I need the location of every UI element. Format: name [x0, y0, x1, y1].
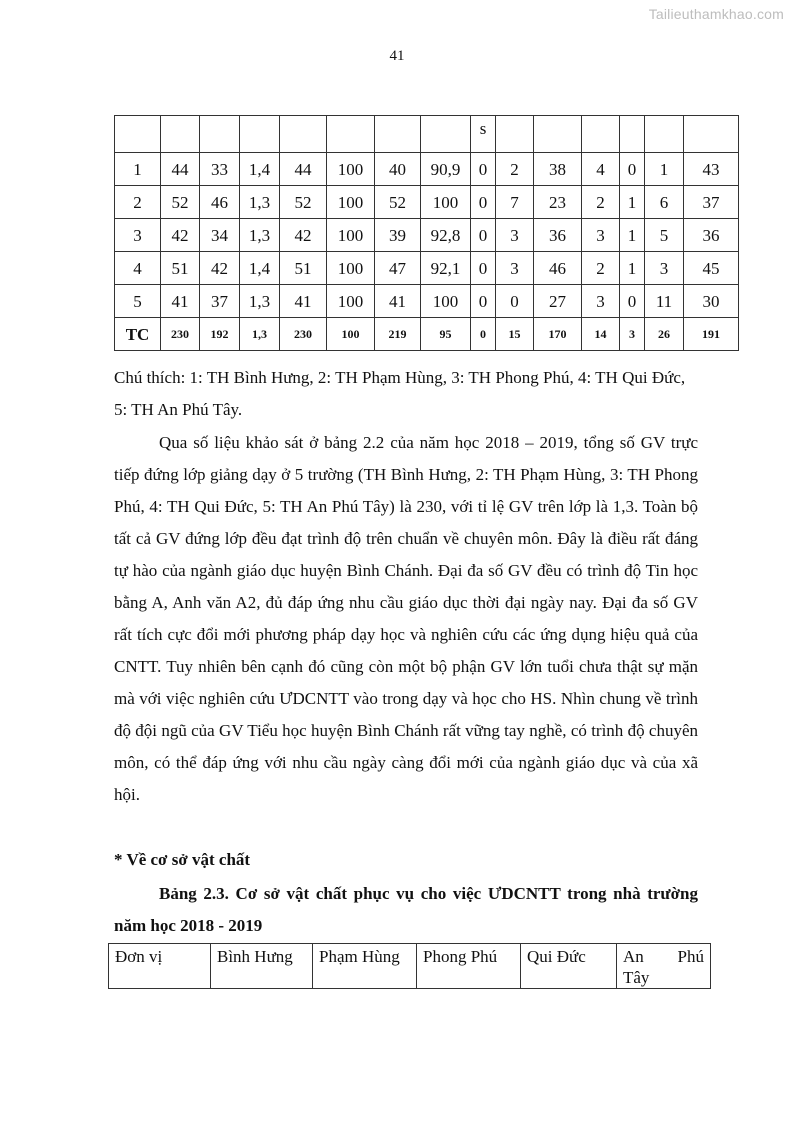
table-cell: 11: [645, 285, 684, 318]
table-cell: 3: [115, 219, 161, 252]
table-cell: 92,8: [421, 219, 471, 252]
table-cell: 170: [534, 318, 582, 351]
tay-word: Tây: [623, 968, 650, 987]
table-cell: 46: [200, 186, 240, 219]
section-heading: * Về cơ sở vật chất: [114, 850, 251, 869]
table-cell: 36: [534, 219, 582, 252]
table-cell: 3: [645, 252, 684, 285]
table-row: [115, 285, 739, 318]
table-cell: 37: [684, 186, 739, 219]
table-cell: 51: [161, 252, 200, 285]
table-cell: 0: [620, 285, 645, 318]
table-cell: 2: [582, 252, 620, 285]
table-cell: [161, 116, 200, 153]
table-cell: 230: [280, 318, 327, 351]
table-cell: s: [471, 116, 496, 153]
table-cell: 1,4: [240, 153, 280, 186]
table-cell: 41: [161, 285, 200, 318]
facility-header-phong-phu: Phong Phú: [417, 944, 521, 989]
table-cell: 100: [421, 285, 471, 318]
an-word: An: [623, 947, 644, 966]
table-cell: 40: [375, 153, 421, 186]
table-cell: 51: [280, 252, 327, 285]
table-header-row: [115, 116, 739, 153]
table-cell: 1,3: [240, 186, 280, 219]
table-cell: [534, 116, 582, 153]
table-cell: 1: [620, 252, 645, 285]
table-note: Chú thích: 1: TH Bình Hưng, 2: TH Phạm Hùng, 3: TH Phong Phú, 4: TH Qui Đức, 5: TH An Phú Tây.: [114, 368, 686, 419]
table-cell: 30: [684, 285, 739, 318]
table-cell: 1,3: [240, 219, 280, 252]
table-cell: 0: [471, 252, 496, 285]
table-cell: [240, 116, 280, 153]
table-cell: 34: [200, 219, 240, 252]
table-row: [115, 153, 739, 186]
table-cell: [684, 116, 739, 153]
table-cell: 3: [496, 219, 534, 252]
table-cell: 38: [534, 153, 582, 186]
page-number: 41: [389, 48, 405, 64]
table-cell: 15: [496, 318, 534, 351]
table-cell: 39: [375, 219, 421, 252]
table-cell: 90,9: [421, 153, 471, 186]
table-cell: 23: [534, 186, 582, 219]
facility-header-binh-hung: Bình Hưng: [211, 944, 313, 989]
table-cell: 100: [327, 318, 375, 351]
table-cell: 2: [115, 186, 161, 219]
phu-word: Phú: [677, 947, 704, 966]
facility-header-row: [109, 944, 711, 989]
facility-header-pham-hung: Phạm Hùng: [313, 944, 417, 989]
table-cell: 100: [327, 252, 375, 285]
table-cell: 1: [620, 186, 645, 219]
table-cell: 7: [496, 186, 534, 219]
table-cell: 100: [327, 153, 375, 186]
table-cell: 33: [200, 153, 240, 186]
table-cell: 14: [582, 318, 620, 351]
table-cell: 95: [421, 318, 471, 351]
table-caption: Bảng 2.3. Cơ sở vật chất phục vụ cho việc ƯDCNTT trong nhà trường năm học 2018 - 2019: [114, 884, 698, 935]
table-cell: 45: [684, 252, 739, 285]
watermark: Tailieuthamkhao.com: [648, 6, 784, 22]
table-cell: 0: [471, 153, 496, 186]
table-cell: 4: [582, 153, 620, 186]
table-cell: 1: [115, 153, 161, 186]
table-cell: [280, 116, 327, 153]
table-cell: [645, 116, 684, 153]
table-cell: 191: [684, 318, 739, 351]
table-cell: 1: [645, 153, 684, 186]
facility-header-an-phu-tay: [617, 944, 711, 989]
table-cell: 47: [375, 252, 421, 285]
table-cell: 100: [327, 186, 375, 219]
table-cell: 1,3: [240, 318, 280, 351]
table-cell: 230: [161, 318, 200, 351]
table-cell: 42: [161, 219, 200, 252]
table-cell: [620, 116, 645, 153]
analysis-paragraph: Qua số liệu khảo sát ở bảng 2.2 của năm học 2018 – 2019, tổng số GV trực tiếp đứng lớp giảng dạy ở 5 trường (TH Bình Hưng, 2: TH Phạm Hùng, 3: TH Phong Phú, 4: TH Qui Đức, 5: TH An Phú Tây) là 230, với tỉ lệ GV trên lớp là 1,3. Toàn bộ tất cả GV đứng lớp đều đạt trình độ trên chuẩn về chuyên môn. Đây là điều rất đáng tự hào của ngành giáo dục huyện Bình Chánh. Đại đa số GV đều có trình độ Tin học bằng A, Anh văn A2, đủ đáp ứng nhu cầu giáo dục thời đại ngày nay. Đại đa số GV rất tích cực đổi mới phương pháp dạy học và nghiên cứu các ứng dụng hiệu quả của CNTT. Tuy nhiên bên cạnh đó cũng còn một bộ phận GV lớn tuổi chưa thật sự mặn mà với việc nghiên cứu ƯDCNTT vào trong dạy và học cho HS. Nhìn chung về trình độ đội ngũ của GV Tiểu học huyện Bình Chánh rất vững tay nghề, có trình độ chuyên môn, có thể đáp ứng với nhu cầu ngày càng đổi mới của ngành giáo dục và của xã hội.: [114, 433, 698, 804]
table-cell: 100: [421, 186, 471, 219]
table-cell: 100: [327, 285, 375, 318]
table-cell: 43: [684, 153, 739, 186]
table-cell: 4: [115, 252, 161, 285]
table-cell: [582, 116, 620, 153]
table-row: [115, 186, 739, 219]
table-cell: 3: [496, 252, 534, 285]
table-cell: 0: [471, 186, 496, 219]
table-cell: 0: [471, 285, 496, 318]
table-cell: 219: [375, 318, 421, 351]
table-cell: [375, 116, 421, 153]
table-cell: 0: [471, 219, 496, 252]
stats-table: [114, 115, 739, 351]
table-cell: 192: [200, 318, 240, 351]
facility-header-qui-duc: Qui Đức: [521, 944, 617, 989]
table-cell: 44: [280, 153, 327, 186]
table-cell: [327, 116, 375, 153]
table-cell: 36: [684, 219, 739, 252]
table-cell: 0: [496, 285, 534, 318]
table-cell: 52: [280, 186, 327, 219]
table-cell: 44: [161, 153, 200, 186]
table-cell: 92,1: [421, 252, 471, 285]
facility-table: [108, 943, 711, 989]
table-cell: [421, 116, 471, 153]
table-cell: 41: [280, 285, 327, 318]
table-cell: 41: [375, 285, 421, 318]
table-cell: 52: [375, 186, 421, 219]
table-cell: 100: [327, 219, 375, 252]
table-cell: 27: [534, 285, 582, 318]
table-cell: 37: [200, 285, 240, 318]
table-cell: 46: [534, 252, 582, 285]
table-cell: 42: [200, 252, 240, 285]
table-cell: 2: [496, 153, 534, 186]
table-cell: 0: [620, 153, 645, 186]
table-cell: 3: [620, 318, 645, 351]
table-cell: 2: [582, 186, 620, 219]
table-total-row: [115, 318, 739, 351]
an-phu-line: [623, 946, 704, 967]
table-cell: 52: [161, 186, 200, 219]
table-cell: 1,3: [240, 285, 280, 318]
table-cell: 3: [582, 285, 620, 318]
table-cell: 42: [280, 219, 327, 252]
table-row: [115, 252, 739, 285]
table-cell: TC: [115, 318, 161, 351]
table-cell: 6: [645, 186, 684, 219]
table-cell: 26: [645, 318, 684, 351]
table-cell: [496, 116, 534, 153]
facility-header-unit: Đơn vị: [109, 944, 211, 989]
table-cell: 1: [620, 219, 645, 252]
table-cell: 5: [645, 219, 684, 252]
table-row: [115, 219, 739, 252]
table-cell: 1,4: [240, 252, 280, 285]
table-cell: 3: [582, 219, 620, 252]
table-cell: [115, 116, 161, 153]
table-cell: [200, 116, 240, 153]
table-cell: 0: [471, 318, 496, 351]
table-cell: 5: [115, 285, 161, 318]
